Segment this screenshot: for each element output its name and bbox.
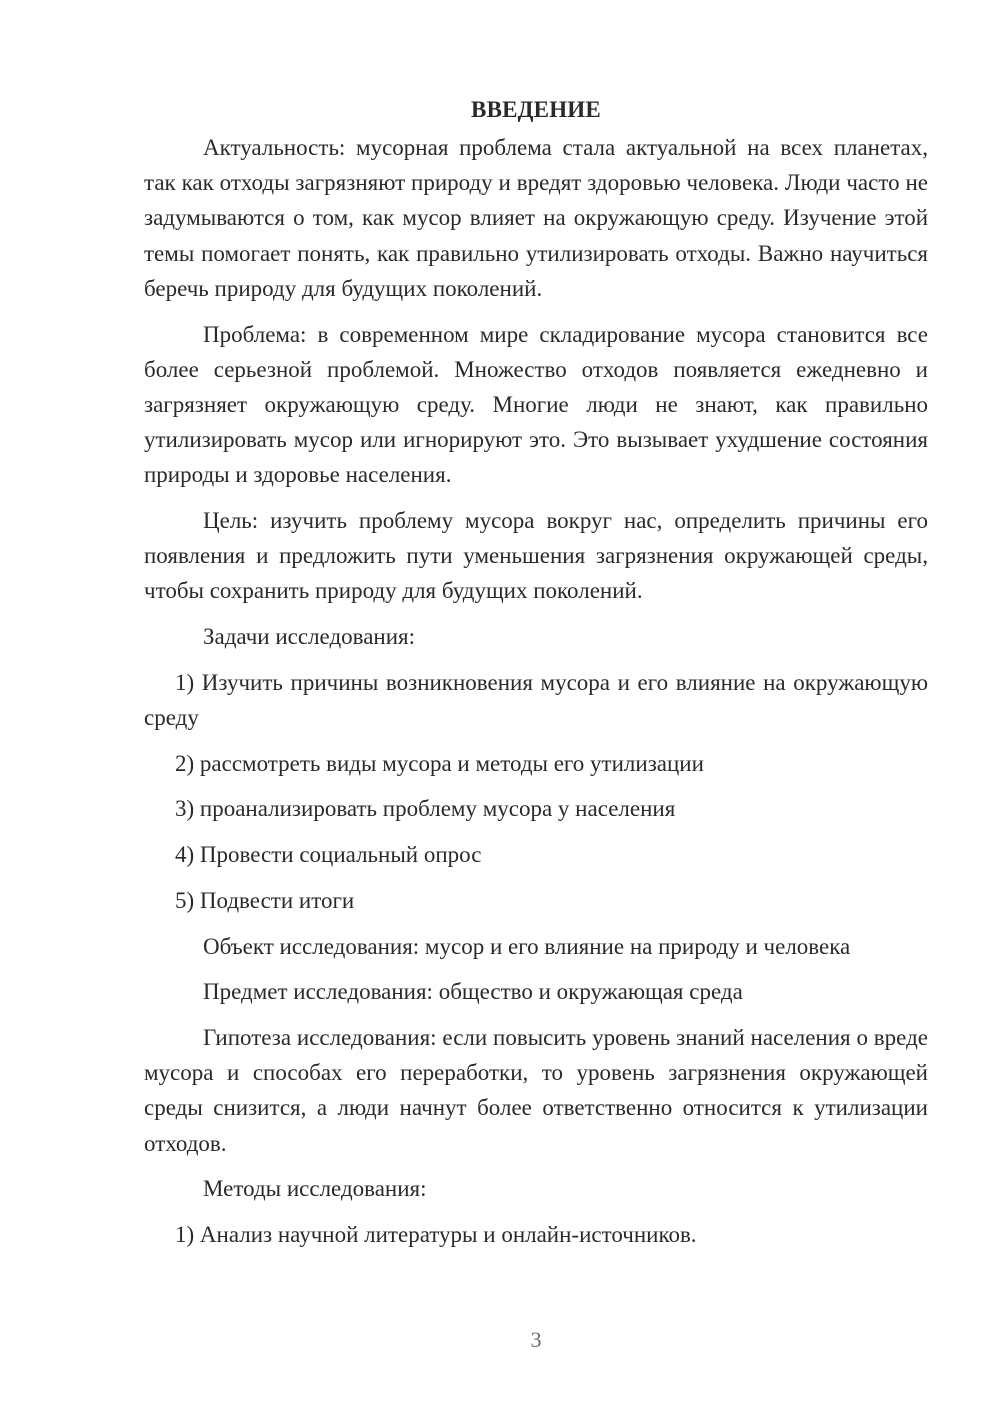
task-item-2: 2) рассмотреть виды мусора и методы его утилизации	[175, 750, 704, 776]
task-item-1: 1) Изучить причины возникновения мусора и его влияние на окружающую среду	[144, 669, 928, 731]
tasks-heading: Задачи исследования:	[203, 624, 416, 650]
paragraph-hypothesis: Гипотеза исследования: если повысить уровень знаний населения о вреде мусора и способах его переработки, то уровень загрязнения окружающей среды снизится, а люди начнут более ответственно относится к утилизации отходов.	[144, 1024, 928, 1156]
paragraph-goal: Цель: изучить проблему мусора вокруг нас, определить причины его появления и предложить пути уменьшения загрязнения окружающей среды, чтобы сохранить природу для будущих поколений.	[144, 508, 928, 604]
page-number: 3	[530, 1327, 542, 1352]
document-page	[144, 92, 928, 1263]
paragraph-subject: Предмет исследования: общество и окружающая среда	[203, 979, 743, 1005]
task-item-4: 4) Провести социальный опрос	[175, 842, 482, 868]
method-item-1: 1) Анализ научной литературы и онлайн-источников.	[175, 1221, 697, 1247]
section-title: ВВЕДЕНИЕ	[471, 97, 601, 122]
paragraph-object: Объект исследования: мусор и его влияние на природу и человека	[203, 933, 851, 959]
paragraph-relevance: Актуальность: мусорная проблема стала актуальной на всех планетах, так как отходы загрязняют природу и вредят здоровью человека. Люди часто не задумываются о том, как мусор влияет на окружающую среду. Изучение этой темы помогает понять, как правильно утилизировать отходы. Важно научиться беречь природу для будущих поколений.	[144, 135, 928, 301]
paragraph-problem: Проблема: в современном мире складирование мусора становится все более серьезной проблемой. Множество отходов появляется ежедневно и загрязняет окружающую среду. Многие люди не знают, как правильно утилизировать мусор или игнорируют это. Это вызывает ухудшение состояния природы и здоровье населения.	[144, 321, 928, 488]
methods-heading: Методы исследования:	[203, 1176, 427, 1202]
task-item-3: 3) проанализировать проблему мусора у населения	[175, 796, 676, 822]
task-item-5: 5) Подвести итоги	[175, 887, 355, 913]
